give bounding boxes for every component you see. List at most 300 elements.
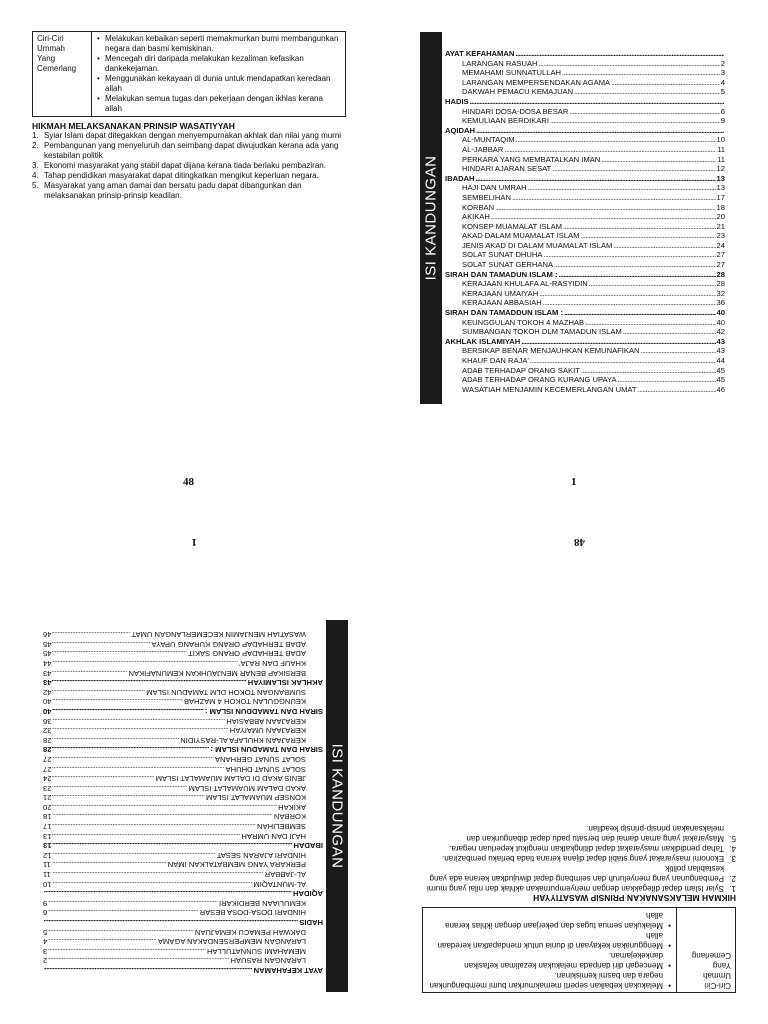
toc-entry-label: KERAJAAN UMAIYAH bbox=[229, 726, 306, 736]
toc-dot-leader bbox=[641, 346, 716, 356]
toc-entry-page: 45 bbox=[43, 649, 52, 659]
toc-entry bbox=[43, 908, 323, 918]
ciri-item: • Mencegah diri daripada melakukan kezaliman kefasikan dankekejaman. bbox=[96, 54, 341, 74]
toc-dot-leader bbox=[52, 869, 264, 879]
toc-entry bbox=[445, 212, 725, 222]
toc-entry bbox=[445, 298, 725, 308]
ciri-heading-line: Ummah bbox=[702, 971, 731, 980]
toc-entry bbox=[43, 687, 323, 697]
hikmah-item bbox=[32, 141, 348, 161]
toc-entry-label: AKAD DALAM MUAMALAT ISLAM bbox=[188, 783, 306, 793]
toc-entry bbox=[43, 697, 323, 707]
toc-entry bbox=[43, 658, 323, 668]
toc-entry-label: HINDARI DOSA-DOSA BESAR bbox=[199, 908, 306, 918]
hikmah-title: HIKMAH MELAKSANAKAN PRINSIP WASATIYYAH bbox=[32, 121, 235, 131]
toc-entry-page: 11 bbox=[43, 870, 51, 880]
toc-section-heading bbox=[43, 745, 323, 755]
toc-entry-label: AKIKAH bbox=[462, 212, 490, 222]
toc-dot-leader bbox=[52, 745, 209, 755]
hikmah-item bbox=[32, 161, 348, 171]
toc-dot-leader bbox=[552, 164, 715, 174]
toc-entry-label: AKHLAK ISLAMIYAH bbox=[445, 336, 521, 346]
ciri-items-cell bbox=[92, 32, 346, 117]
toc-entry-page: 44 bbox=[716, 356, 725, 365]
hikmah-item bbox=[420, 843, 736, 853]
toc-dot-leader bbox=[562, 68, 720, 78]
hikmah-num: 3. bbox=[729, 854, 736, 863]
hikmah-text: Pembangunan yang menyeluruh dan seimbang dapat diwujudkan kerana ada yang kestabilan politik bbox=[44, 141, 339, 160]
toc-entry bbox=[445, 155, 725, 165]
toc-entry-page: 27 bbox=[43, 754, 52, 764]
page-48-content bbox=[420, 823, 736, 993]
toc-entry bbox=[43, 869, 323, 879]
toc-dot-leader bbox=[48, 898, 218, 908]
toc-entry-page: 32 bbox=[716, 288, 725, 298]
toc-dot-leader bbox=[530, 356, 716, 366]
toc-entry bbox=[43, 754, 323, 764]
toc-entry-page: 43 bbox=[716, 346, 725, 356]
ciri-heading bbox=[677, 908, 736, 993]
hikmah-item bbox=[32, 131, 348, 141]
toc-entry-page: 27 bbox=[716, 250, 725, 260]
toc-entry bbox=[445, 375, 725, 385]
ciri-heading-line: Yang bbox=[712, 961, 731, 970]
toc-dot-leader bbox=[623, 327, 716, 337]
toc-dot-leader bbox=[52, 822, 256, 832]
toc-title: ISI KANDUNGAN bbox=[422, 155, 440, 281]
toc-entry-page: 32 bbox=[43, 726, 52, 736]
toc-dot-leader bbox=[504, 145, 716, 155]
toc-section-heading bbox=[445, 174, 725, 184]
toc-dot-leader bbox=[52, 630, 130, 640]
toc-dot-leader bbox=[476, 174, 716, 184]
toc-entry-page: 12 bbox=[716, 164, 725, 174]
toc-entry-label: KERAJAAN ABBASIAH bbox=[226, 716, 306, 726]
toc-entry-label: AL-JABBAR bbox=[264, 870, 306, 880]
toc-entry-label: HADIS bbox=[445, 96, 469, 106]
toc-entry-page: 4 bbox=[720, 77, 725, 87]
toc-dot-leader bbox=[52, 831, 240, 841]
toc-entry-label: ADAB TERHADAP ORANG KURANG UPAYA bbox=[151, 639, 306, 649]
toc-entry bbox=[445, 164, 725, 174]
toc-section-heading bbox=[43, 678, 323, 688]
toc-dot-leader bbox=[52, 764, 224, 774]
toc-entry bbox=[43, 668, 323, 678]
toc-section-heading bbox=[445, 97, 725, 107]
toc-entry-page: 45 bbox=[716, 365, 725, 375]
toc-entry bbox=[445, 68, 725, 78]
toc-entry-page: 40 bbox=[716, 308, 725, 318]
toc-title: ISI KANDUNGAN bbox=[328, 743, 346, 869]
toc-dot-leader bbox=[554, 260, 716, 270]
toc-entry-label: SIRAH DAN TAMADDUN ISLAM : bbox=[445, 308, 563, 318]
ciri-item: • Melakukan kebaikan seperti memakmurkan bumi membangunkan negara dan basmi kemiskinan. bbox=[427, 970, 672, 990]
ciri-list bbox=[96, 34, 341, 114]
toc-entry-label: HINDARI AJARAN SESAT bbox=[462, 164, 552, 174]
toc-entry-label: IBADAH bbox=[293, 841, 323, 851]
toc-entry bbox=[43, 937, 323, 947]
toc-dot-leader bbox=[611, 78, 720, 88]
toc-entry bbox=[43, 735, 323, 745]
toc-section-heading bbox=[445, 126, 725, 136]
hikmah-num: 5. bbox=[32, 181, 39, 190]
ciri-item: • Menggunakan kekayaan di dunia untuk mendapatkan keredaan allah bbox=[427, 930, 672, 950]
ciri-ciri-table bbox=[422, 907, 736, 993]
toc-entry-label: SIRAH DAN TAMADUN ISLAM : bbox=[210, 745, 323, 755]
toc-entry-label: BERSIKAP BENAR MENJAUHKAN KEMUNAFIKAN bbox=[462, 346, 640, 356]
toc-entry-label: KERAJAAN UMAIYAH bbox=[462, 288, 539, 298]
ciri-heading-line: Cemerlang bbox=[691, 951, 731, 960]
toc-entry-page: 13 bbox=[43, 841, 52, 851]
toc-dot-leader bbox=[52, 802, 277, 812]
toc-entry-label: AL-MUNTAQIM bbox=[462, 135, 515, 145]
toc-entry-page: 13 bbox=[43, 831, 52, 841]
toc-dot-leader bbox=[601, 155, 716, 165]
toc-entry bbox=[445, 366, 725, 376]
toc-entry-label: KEUNGGULAN TOKOH 4 MAZHAB bbox=[183, 697, 306, 707]
toc-entry-label: KERAJAAN KHULAFA AL-RASYIDIN bbox=[462, 279, 588, 289]
toc-entry bbox=[43, 860, 323, 870]
toc-dot-leader bbox=[580, 231, 715, 241]
toc-entry-page: 5 bbox=[43, 927, 48, 937]
hikmah-text: Ekonomi masyarakat yang stabil dapat dijana kerana tiada berlaku pembaziran. bbox=[44, 161, 326, 170]
toc-entry-label: WASATIAH MENJAMIN KECEMERLANGAN UMAT bbox=[462, 384, 637, 394]
toc-entry bbox=[43, 726, 323, 736]
toc-entry-page: 18 bbox=[716, 202, 725, 212]
hikmah-text: Pembangunan yang menyeluruh dan seimbang dapat diwujudkan kerana ada yang kestabilan politik bbox=[429, 864, 724, 883]
toc-entry bbox=[445, 59, 725, 69]
toc-entry-label: AQIDAH bbox=[293, 889, 323, 899]
toc-entry-label: HAJI DAN UMRAH bbox=[241, 831, 306, 841]
toc-entry-label: HAJI DAN UMRAH bbox=[462, 183, 527, 193]
toc-entry bbox=[445, 135, 725, 145]
toc-entry-page: 28 bbox=[43, 735, 52, 745]
hikmah-text: Tahap pendidikan masyarakat dapat ditingkatkan mengikut keperluan negara. bbox=[44, 171, 319, 180]
toc-entry bbox=[43, 802, 323, 812]
toc-dot-leader bbox=[589, 279, 716, 289]
toc-entry-label: AKAD DALAM MUAMALAT ISLAM bbox=[462, 231, 580, 241]
toc-entry-page: 27 bbox=[716, 260, 725, 270]
toc-entry bbox=[445, 116, 725, 126]
table-of-contents bbox=[445, 49, 725, 394]
toc-entry-label: MEMAHAMI SUNNATULLAH bbox=[462, 68, 562, 78]
toc-section-heading bbox=[445, 270, 725, 280]
toc-dot-leader bbox=[491, 212, 716, 222]
hikmah-text: Tahap pendidikan masyarakat dapat ditingkatkan mengikut keperluan negara. bbox=[449, 844, 724, 853]
toc-entry-label: HINDARI DOSA-DOSA BESAR bbox=[462, 106, 569, 116]
hikmah-item bbox=[32, 181, 348, 201]
page-number-right: 1 bbox=[191, 536, 197, 548]
toc-entry bbox=[445, 260, 725, 270]
toc-entry-label: KONSEP MUAMALAT ISLAM bbox=[205, 793, 306, 803]
toc-entry bbox=[445, 318, 725, 328]
toc-entry-page: 23 bbox=[716, 231, 725, 241]
toc-dot-leader bbox=[569, 107, 719, 117]
toc-entry-page: 28 bbox=[716, 279, 725, 289]
toc-dot-leader bbox=[44, 965, 253, 975]
toc-entry bbox=[43, 774, 323, 784]
toc-dot-leader bbox=[521, 337, 715, 347]
hikmah-item bbox=[420, 853, 736, 863]
toc-dot-leader bbox=[613, 241, 715, 251]
toc-dot-leader bbox=[564, 308, 716, 318]
toc-entry bbox=[43, 639, 323, 649]
toc-entry bbox=[445, 203, 725, 213]
toc-dot-leader bbox=[470, 97, 724, 107]
toc-dot-leader bbox=[550, 116, 720, 126]
page-spread-inverted bbox=[0, 512, 768, 1024]
toc-entry-label: JENIS AKAD DI DALAM MUAMALAT ISLAM bbox=[462, 240, 613, 250]
toc-entry-page: 36 bbox=[43, 716, 52, 726]
hikmah-text: Masyarakat yang aman damai dan bersatu padu dapat dibangunkan dan melaksanakan prinsip-prinsip keadilan. bbox=[44, 181, 302, 200]
toc-entry bbox=[43, 812, 323, 822]
toc-entry-label: KERAJAAN ABBASIAH bbox=[462, 298, 542, 308]
toc-dot-leader bbox=[52, 678, 246, 688]
toc-title-bar bbox=[326, 620, 348, 992]
hikmah-num: 1. bbox=[729, 884, 736, 893]
toc-entry-page: 36 bbox=[716, 298, 725, 308]
toc-dot-leader bbox=[543, 298, 716, 308]
toc-entry bbox=[445, 356, 725, 366]
hikmah-item bbox=[420, 883, 736, 893]
toc-entry-label: SOLAT SUNAT GERHANA bbox=[462, 260, 554, 270]
toc-section-heading bbox=[445, 49, 725, 59]
toc-entry bbox=[445, 78, 725, 88]
toc-section-heading bbox=[43, 706, 323, 716]
toc-dot-leader bbox=[52, 649, 187, 659]
toc-dot-leader bbox=[52, 774, 154, 784]
toc-entry-page: 46 bbox=[716, 384, 725, 394]
toc-dot-leader bbox=[495, 203, 715, 213]
toc-section-heading bbox=[43, 917, 323, 927]
toc-entry-page: 40 bbox=[716, 317, 725, 327]
toc-entry-label: DAKWAH PEMACU KEMAJUAN bbox=[194, 927, 306, 937]
toc-entry-label: AL-MUNTAQIM bbox=[253, 879, 306, 889]
ciri-heading-line: Ciri-Ciri bbox=[37, 34, 64, 43]
toc-dot-leader bbox=[52, 860, 167, 870]
toc-entry-label: SUMBANGAN TOKOH DLM TAMADUN ISLAM bbox=[146, 687, 306, 697]
toc-dot-leader bbox=[539, 289, 715, 299]
toc-entry-page: 13 bbox=[716, 173, 725, 183]
toc-dot-leader bbox=[52, 793, 205, 803]
toc-section-heading bbox=[43, 889, 323, 899]
toc-section-heading bbox=[445, 308, 725, 318]
toc-dot-leader bbox=[581, 366, 716, 376]
ciri-heading-line: Cemerlang bbox=[37, 64, 77, 73]
toc-entry-page: 10 bbox=[43, 879, 52, 889]
toc-entry-page: 18 bbox=[43, 812, 52, 822]
toc-entry-page: 11 bbox=[43, 860, 51, 870]
hikmah-title: HIKMAH MELAKSANAKAN PRINSIP WASATIYYAH bbox=[533, 893, 736, 903]
toc-entry-page: 5 bbox=[720, 87, 725, 97]
toc-dot-leader bbox=[476, 126, 724, 136]
toc-entry bbox=[445, 107, 725, 117]
toc-dot-leader bbox=[52, 658, 238, 668]
toc-entry bbox=[445, 346, 725, 356]
page-48-content bbox=[32, 31, 348, 201]
toc-entry-page: 3 bbox=[720, 68, 725, 78]
toc-entry-label: KORBAN bbox=[273, 812, 306, 822]
toc-dot-leader bbox=[52, 706, 204, 716]
toc-section-heading bbox=[43, 841, 323, 851]
toc-entry-page: 9 bbox=[720, 116, 725, 126]
toc-entry-label: AYAT KEFAHAMAN bbox=[253, 966, 323, 975]
toc-dot-leader bbox=[44, 889, 292, 899]
ciri-heading bbox=[33, 32, 92, 117]
toc-entry bbox=[445, 327, 725, 337]
toc-entry bbox=[445, 289, 725, 299]
toc-title-bar bbox=[420, 32, 442, 404]
toc-entry bbox=[43, 956, 323, 966]
toc-entry-label: IBADAH bbox=[445, 173, 475, 183]
toc-entry-label: SUMBANGAN TOKOH DLM TAMADUN ISLAM bbox=[462, 327, 622, 337]
toc-entry bbox=[445, 241, 725, 251]
toc-entry-page: 11 bbox=[717, 154, 725, 164]
hikmah-num: 4. bbox=[729, 844, 736, 853]
toc-entry-page: 20 bbox=[716, 212, 725, 222]
toc-section-heading bbox=[445, 337, 725, 347]
toc-dot-leader bbox=[559, 270, 716, 280]
toc-entry-page: 40 bbox=[43, 706, 52, 716]
toc-entry bbox=[43, 793, 323, 803]
ciri-heading-line: Ciri-Ciri bbox=[704, 981, 731, 990]
toc-dot-leader bbox=[48, 946, 206, 956]
toc-entry-page: 2 bbox=[720, 58, 725, 68]
toc-section-heading bbox=[43, 965, 323, 975]
toc-entry-label: SOLAT SUNAT GERHANA bbox=[214, 754, 306, 764]
toc-entry-page: 11 bbox=[717, 144, 725, 154]
hikmah-num: 1. bbox=[32, 131, 39, 140]
toc-entry bbox=[43, 946, 323, 956]
toc-entry-page: 21 bbox=[716, 221, 725, 231]
toc-entry bbox=[43, 764, 323, 774]
toc-entry-label: SOLAT SUNAT DHUHA bbox=[462, 250, 543, 260]
ciri-heading-line: Ummah bbox=[37, 44, 66, 53]
toc-entry bbox=[445, 250, 725, 260]
toc-dot-leader bbox=[52, 850, 215, 860]
toc-entry bbox=[43, 716, 323, 726]
toc-dot-leader bbox=[48, 927, 194, 937]
toc-entry-page: 17 bbox=[43, 822, 52, 832]
toc-entry-label: KHAUF DAN RAJA' bbox=[239, 659, 306, 668]
toc-dot-leader bbox=[52, 879, 252, 889]
toc-dot-leader bbox=[52, 639, 150, 649]
toc-dot-leader bbox=[563, 222, 716, 232]
toc-entry-label: ADAB TERHADAP ORANG SAKIT bbox=[462, 365, 580, 375]
toc-entry-label: BERSIKAP BENAR MENJAUHKAN KEMUNAFIKAN bbox=[128, 668, 306, 678]
toc-entry-label: KONSEP MUAMALAT ISLAM bbox=[462, 221, 563, 231]
toc-entry-page: 40 bbox=[43, 697, 52, 707]
hikmah-num: 2. bbox=[729, 874, 736, 883]
toc-entry-label: AQIDAH bbox=[445, 125, 475, 135]
toc-entry-label: WASATIAH MENJAMIN KECEMERLANGAN UMAT bbox=[131, 630, 306, 640]
toc-entry-label: AKHLAK ISLAMIYAH bbox=[247, 678, 323, 688]
toc-dot-leader bbox=[52, 812, 272, 822]
toc-entry-page: 43 bbox=[43, 678, 52, 688]
hikmah-item bbox=[420, 863, 736, 883]
toc-entry bbox=[445, 145, 725, 155]
toc-entry-page: 6 bbox=[43, 908, 48, 918]
toc-dot-leader bbox=[44, 917, 298, 927]
toc-dot-leader bbox=[574, 87, 720, 97]
toc-entry-label: HINDARI AJARAN SESAT bbox=[216, 850, 306, 860]
toc-entry-page: 42 bbox=[716, 327, 725, 337]
toc-dot-leader bbox=[543, 250, 715, 260]
ciri-item: • Menggunakan kekayaan di dunia untuk mendapatkan keredaan allah bbox=[96, 74, 341, 94]
toc-entry-page: 46 bbox=[43, 630, 52, 640]
toc-entry bbox=[445, 222, 725, 232]
toc-entry-page: 45 bbox=[716, 375, 725, 385]
toc-entry bbox=[445, 279, 725, 289]
toc-entry-label: KERAJAAN KHULAFA AL-RASYIDIN bbox=[180, 735, 306, 745]
toc-entry-label: ADAB TERHADAP ORANG SAKIT bbox=[188, 649, 306, 659]
toc-entry-page: 10 bbox=[716, 135, 725, 145]
table-of-contents bbox=[43, 630, 323, 975]
toc-entry-label: PERKARA YANG MEMBATALKAN IMAN bbox=[167, 860, 306, 870]
hikmah-text: Masyarakat yang aman damai dan bersatu padu dapat dibangunkan dan melaksanakan prinsip-prinsip keadilan. bbox=[466, 824, 724, 843]
toc-entry-page: 28 bbox=[43, 745, 52, 755]
toc-entry-label: KHAUF DAN RAJA' bbox=[462, 356, 529, 365]
toc-entry-label: AL-JABBAR bbox=[462, 144, 504, 154]
toc-entry-label: LARANGAN RASUAH bbox=[462, 58, 538, 68]
toc-entry bbox=[445, 87, 725, 97]
toc-entry bbox=[445, 183, 725, 193]
toc-entry bbox=[43, 783, 323, 793]
hikmah-text: Syiar Islam dapat ditegakkan dengan menyempurnakan akhlak dan nilai yang murni bbox=[44, 131, 342, 140]
toc-dot-leader bbox=[512, 193, 716, 203]
toc-entry-label: LARANGAN RASUAH bbox=[230, 956, 306, 966]
hikmah-num: 2. bbox=[32, 141, 39, 150]
toc-dot-leader bbox=[585, 318, 715, 328]
toc-entry-page: 4 bbox=[43, 937, 48, 947]
toc-entry-label: SOLAT SUNAT DHUHA bbox=[225, 764, 306, 774]
toc-entry bbox=[43, 879, 323, 889]
toc-dot-leader bbox=[528, 183, 716, 193]
toc-entry-label: SIRAH DAN TAMADDUN ISLAM : bbox=[205, 706, 323, 716]
ciri-ciri-table bbox=[32, 31, 346, 117]
toc-entry-label: MEMAHAMI SUNNATULLAH bbox=[206, 946, 306, 956]
toc-entry-page: 20 bbox=[43, 802, 52, 812]
toc-dot-leader bbox=[52, 783, 187, 793]
ciri-item: • Mencegah diri daripada melakukan kezaliman kefasikan dankekejaman. bbox=[427, 950, 672, 970]
ciri-heading-line: Yang bbox=[37, 54, 56, 63]
toc-entry bbox=[43, 649, 323, 659]
toc-entry-page: 24 bbox=[43, 774, 52, 784]
toc-dot-leader bbox=[48, 956, 229, 966]
ciri-item: • Melakukan semua tugas dan pekerjaan dengan ikhlas kerana allah bbox=[96, 94, 341, 114]
toc-dot-leader bbox=[52, 716, 225, 726]
toc-entry-label: AKIKAH bbox=[278, 802, 306, 812]
toc-entry-page: 27 bbox=[43, 764, 52, 774]
toc-dot-leader bbox=[48, 937, 157, 947]
toc-entry-label: SIRAH DAN TAMADUN ISLAM : bbox=[445, 269, 558, 279]
toc-dot-leader bbox=[52, 687, 145, 697]
toc-entry-label: PERKARA YANG MEMBATALKAN IMAN bbox=[462, 154, 601, 164]
toc-entry bbox=[445, 193, 725, 203]
ciri-list bbox=[427, 910, 672, 990]
toc-entry-label: ADAB TERHADAP ORANG KURANG UPAYA bbox=[462, 375, 617, 385]
toc-entry-label: KEMULIAAN BERDIKARI bbox=[219, 898, 306, 908]
ciri-item: • Melakukan kebaikan seperti memakmurkan bumi membangunkan negara dan basmi kemiskinan. bbox=[96, 34, 341, 54]
toc-entry-label: KORBAN bbox=[462, 202, 495, 212]
toc-dot-leader bbox=[52, 754, 214, 764]
toc-entry bbox=[43, 630, 323, 640]
toc-entry-page: 43 bbox=[43, 668, 52, 678]
page-number-right: 1 bbox=[571, 476, 577, 488]
toc-dot-leader bbox=[515, 49, 724, 59]
toc-entry-page: 24 bbox=[716, 240, 725, 250]
toc-dot-leader bbox=[539, 59, 720, 69]
